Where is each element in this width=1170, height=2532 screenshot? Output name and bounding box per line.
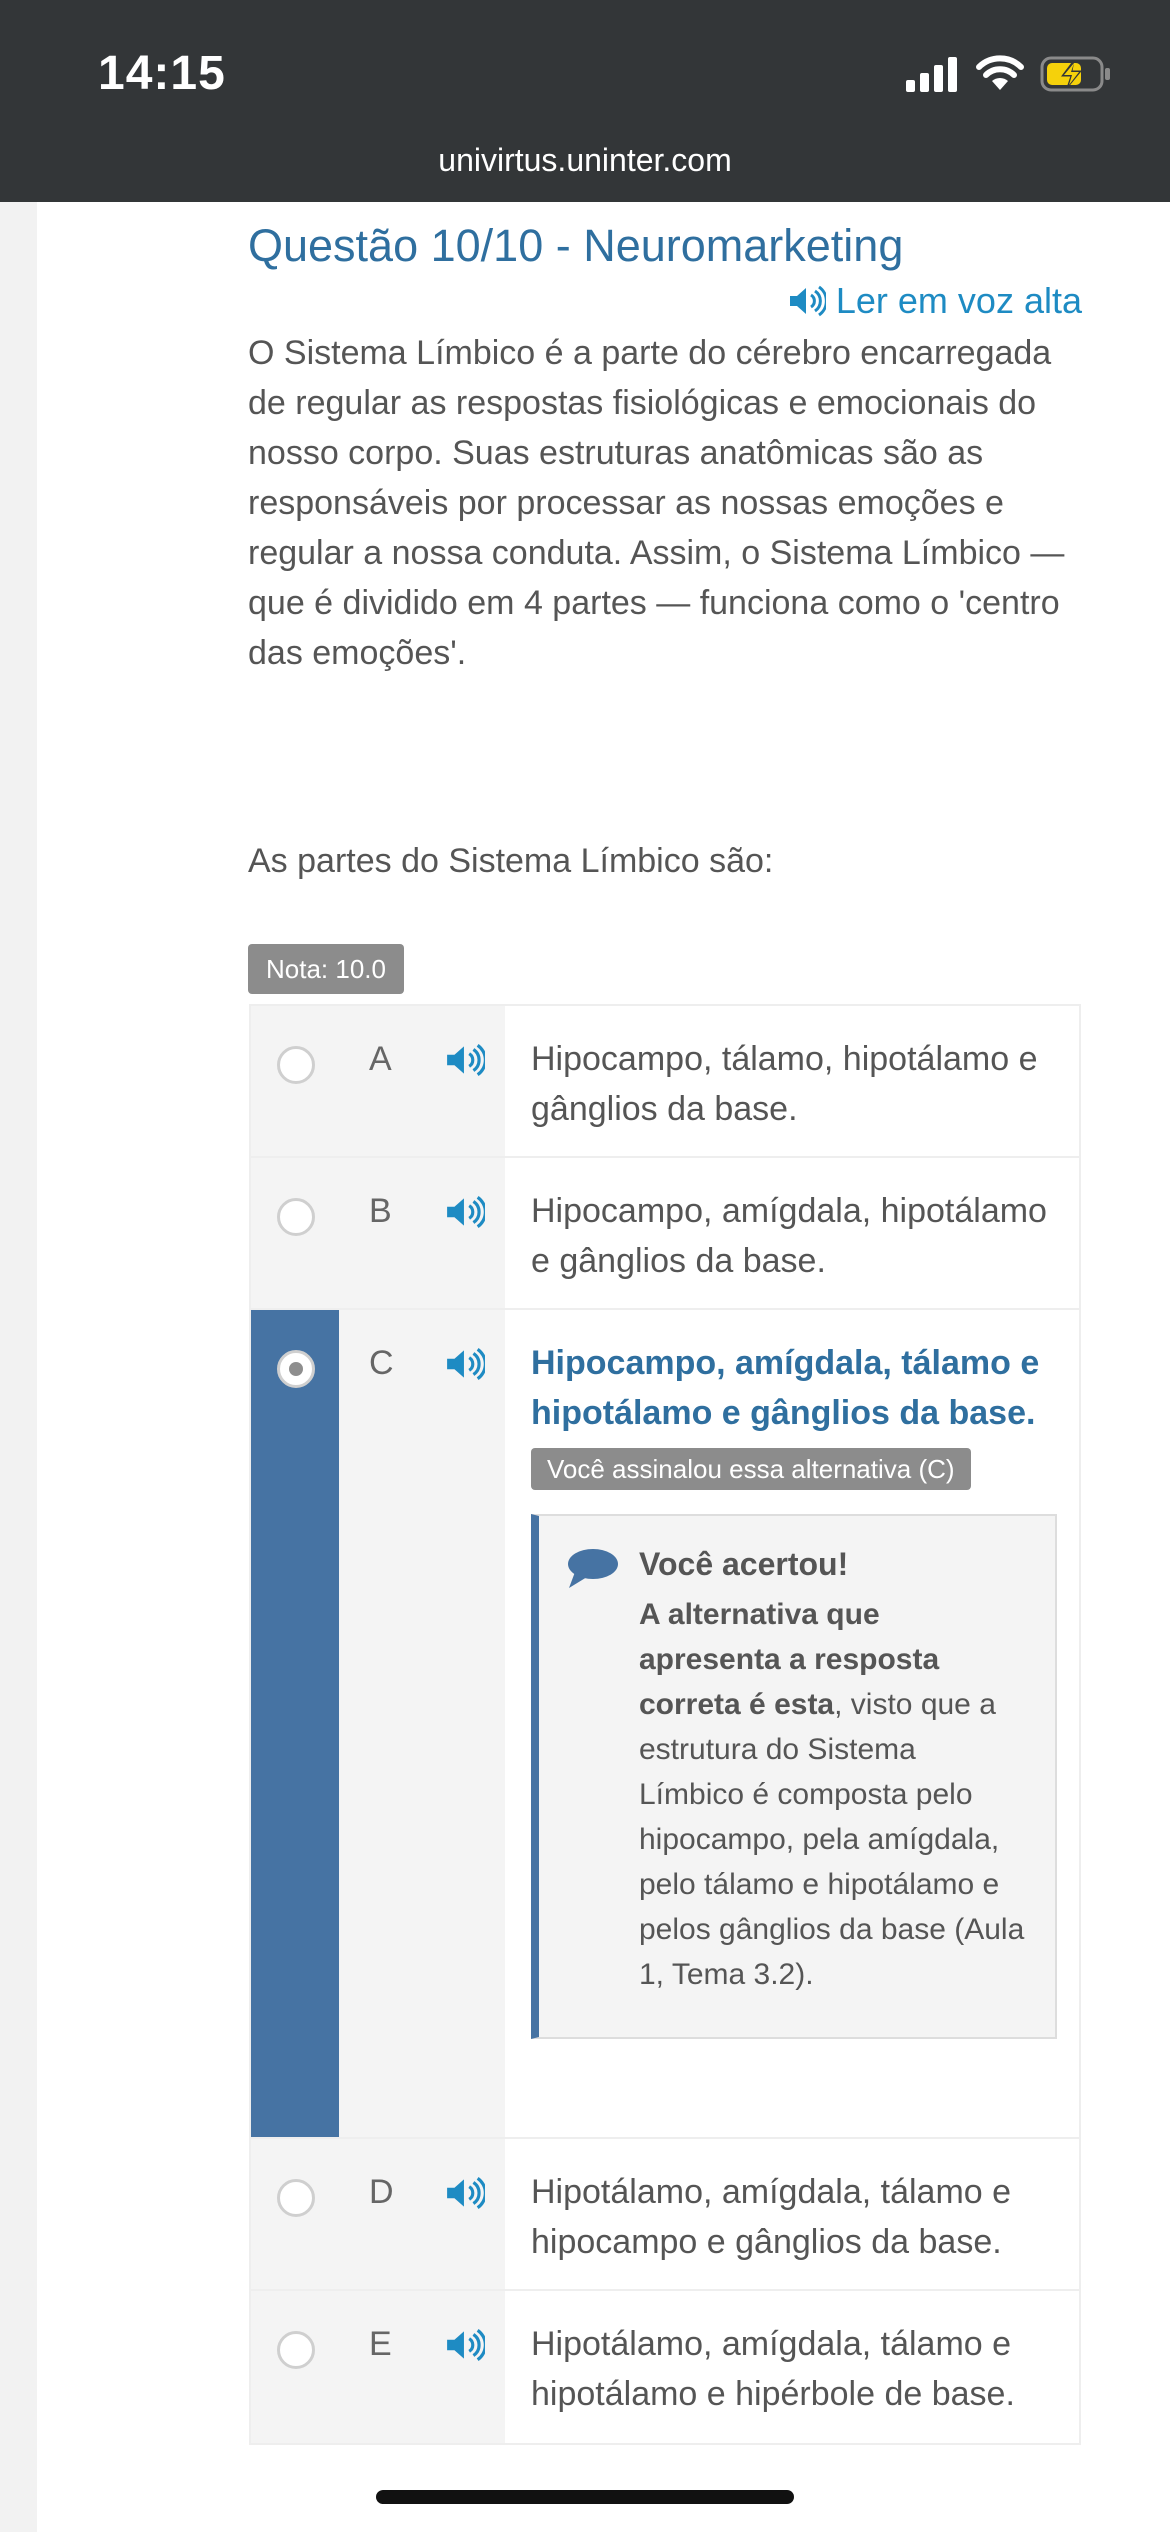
selected-indicator-bar [251, 1310, 339, 2137]
option-a-text[interactable]: Hipocampo, tálamo, hipotálamo e gânglios da base. [505, 1006, 1079, 1156]
option-a-radio[interactable] [277, 1046, 315, 1084]
cellular-signal-icon [906, 56, 958, 92]
wifi-icon [975, 52, 1025, 92]
battery-charging-icon [1040, 55, 1112, 93]
status-time: 14:15 [98, 47, 226, 100]
read-aloud-label: Ler em voz alta [835, 280, 1082, 321]
option-b-radio[interactable] [277, 1198, 315, 1236]
option-a-letter: A [369, 1040, 392, 1078]
option-a[interactable] [251, 1006, 1079, 1158]
feedback-text [639, 1592, 1025, 1997]
option-d[interactable] [251, 2139, 1079, 2291]
home-indicator[interactable] [376, 2490, 794, 2504]
option-e-text[interactable]: Hipotálamo, amígdala, tálamo e hipotálamo e hipérbole de base. [505, 2291, 1079, 2443]
feedback-bold: A alternativa que apresenta a resposta correta é esta [639, 1598, 940, 1721]
speaker-icon [788, 285, 826, 317]
question-text: O Sistema Límbico é a parte do cérebro encarregada de regular as respostas fisiológicas e emocionais do nosso corpo. Suas estruturas anatômicas são as responsáveis por processar as nossas emoções e regular a nossa conduta. Assim, o Sistema Límbico — que é dividido em 4 partes — funciona como o 'centro das emoções'. [248, 334, 1065, 672]
option-d-letter: D [369, 2173, 394, 2211]
option-c-radio[interactable] [277, 1350, 315, 1388]
selected-answer-tag: Você assinalou essa alternativa (C) [531, 1448, 971, 1490]
speaker-icon[interactable] [445, 2327, 485, 2363]
option-c-letter: C [369, 1344, 394, 1382]
option-e[interactable] [251, 2291, 1079, 2443]
feedback-box [531, 1514, 1057, 2039]
feedback-rest: , visto que a estrutura do Sistema Límbico é composta pelo hipocampo, pela amígdala, pelo tálamo e hipotálamo e pelos gânglios da base (Aula 1, Tema 3.2). [639, 1688, 1025, 1991]
browser-top-bar [0, 0, 1170, 202]
question-title: Questão 10/10 - Neuromarketing [248, 220, 904, 271]
speaker-icon[interactable] [445, 1042, 485, 1078]
option-b-letter: B [369, 1192, 392, 1230]
option-b-text[interactable]: Hipocampo, amígdala, hipotálamo e gânglios da base. [505, 1158, 1079, 1308]
option-c[interactable] [251, 1310, 1079, 2139]
address-bar-url[interactable]: univirtus.uninter.com [438, 142, 732, 178]
option-d-text[interactable]: Hipotálamo, amígdala, tálamo e hipocampo e gânglios da base. [505, 2139, 1079, 2289]
option-e-letter: E [369, 2325, 392, 2363]
speech-bubble-icon [565, 1546, 619, 1590]
option-e-radio[interactable] [277, 2331, 315, 2369]
speaker-icon[interactable] [445, 2175, 485, 2211]
speaker-icon[interactable] [445, 1194, 485, 1230]
question-prompt: As partes do Sistema Límbico são: [248, 842, 774, 880]
answer-options [249, 1004, 1081, 2445]
option-c-text[interactable]: Hipocampo, amígdala, tálamo e hipotálamo e gânglios da base. [531, 1344, 1040, 1432]
left-rail [0, 202, 37, 2532]
option-d-radio[interactable] [277, 2179, 315, 2217]
grade-badge: Nota: 10.0 [248, 944, 404, 994]
read-aloud-button[interactable] [788, 280, 1082, 322]
option-b[interactable] [251, 1158, 1079, 1310]
feedback-title: Você acertou! [639, 1546, 849, 1582]
speaker-icon[interactable] [445, 1346, 485, 1382]
